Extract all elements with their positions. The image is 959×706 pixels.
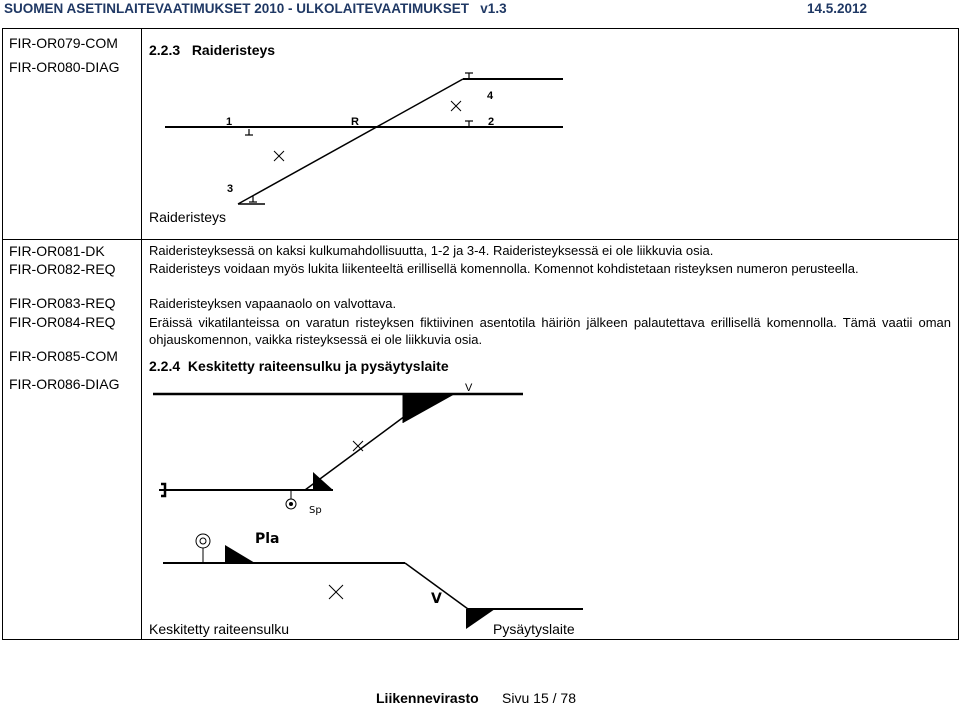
row-divider: [3, 239, 958, 240]
figure-caption-raiteensulku: Keskitetty raiteensulku: [149, 621, 290, 637]
req-id-084: FIR-OR084-REQ: [9, 314, 116, 330]
stop-device-wedge-bottom: [225, 545, 255, 563]
track-label-3: 3: [227, 183, 234, 195]
page-header: [0, 0, 959, 21]
paragraph-083: Raideristeyksen vapaanaolo on valvottava.: [149, 296, 397, 311]
derailer-label-v-top: V: [465, 382, 473, 394]
derailer-wedge-bottom: [466, 609, 495, 629]
req-id-083: FIR-OR083-REQ: [9, 295, 116, 311]
req-id-085: FIR-OR085-COM: [9, 348, 118, 364]
req-id-082: FIR-OR082-REQ: [9, 261, 116, 277]
document-title: SUOMEN ASETINLAITEVAATIMUKSET 2010 - ULKOLAITEVAATIMUKSET v1.3: [4, 1, 507, 16]
track-label-1: 1: [226, 116, 233, 128]
figure-caption-raideristeys: Raideristeys: [149, 209, 227, 225]
footer-organization: Liikennevirasto: [376, 690, 479, 706]
stop-device-label-sp: Sp: [309, 505, 322, 516]
paragraph-084: Eräissä vikatilanteissa on varatun risteyksen fiktiivinen asentotila häiriön jälkeen palautettava erillisellä komennolla. Tämä vaatii oman ohjauskomennon, vaikka risteyksessä ei ole liikkuvia osia.: [149, 315, 951, 347]
crossing-label-r: R: [351, 116, 359, 128]
footer-page-number: Sivu 15 / 78: [502, 690, 576, 706]
req-id-080: FIR-OR080-DIAG: [9, 59, 120, 75]
requirements-table: [2, 28, 959, 640]
track-label-4: 4: [487, 90, 494, 102]
figure-caption-pysaytyslaite: Pysäytyslaite: [493, 621, 575, 637]
document-date: 14.5.2012: [806, 1, 867, 16]
derailer-wedge-top: [403, 394, 455, 423]
stop-device-label-pla: Pla: [255, 531, 280, 547]
section-heading-raideristeys: 2.2.3 Raideristeys: [149, 42, 276, 58]
joint-mark-bottom: [329, 585, 343, 599]
page-footer: [376, 690, 576, 706]
req-id-086: FIR-OR086-DIAG: [9, 376, 120, 392]
req-id-081: FIR-OR081-DK: [9, 243, 105, 259]
paragraph-081: Raideristeyksessä on kaksi kulkumahdollisuutta, 1-2 ja 3-4. Raideristeyksessä ei ole liikkuvia osia.: [149, 243, 714, 258]
pla-signal-icon: [196, 534, 210, 548]
req-id-079: FIR-OR079-COM: [9, 35, 118, 51]
section-heading-keskitetty: 2.2.4 Keskitetty raiteensulku ja pysäytyslaite: [149, 358, 449, 374]
track-line-3-4: [238, 79, 463, 204]
derailer-diagram: [143, 371, 643, 639]
track-label-2: 2: [488, 116, 495, 128]
column-divider: [141, 29, 142, 639]
derailer-label-v-bottom: V: [431, 591, 442, 607]
paragraph-082: Raideristeys voidaan myös lukita liikenteeltä erillisellä komennolla. Komennot kohdistetaan risteyksen numeron perusteella.: [149, 261, 859, 276]
stop-device-wedge-top: [313, 472, 333, 490]
document-version: v1.3: [480, 1, 507, 16]
joint-mark-top: [353, 441, 363, 451]
insulated-joint-marks: [274, 101, 461, 161]
